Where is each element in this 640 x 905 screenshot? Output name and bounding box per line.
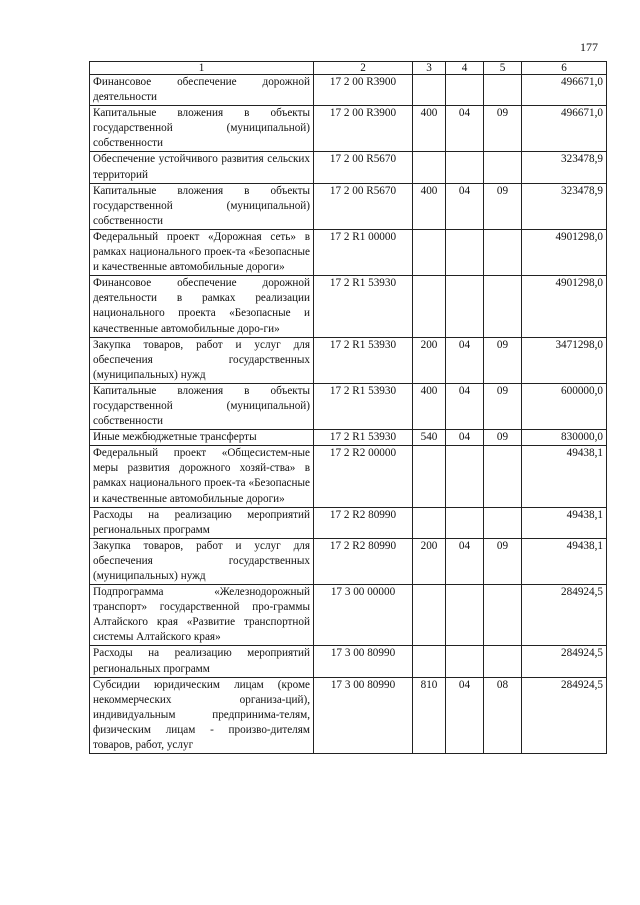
- subsection-cell: [484, 507, 522, 538]
- target-code-cell: 17 3 00 80990: [314, 646, 413, 677]
- expense-name-cell: Капитальные вложения в объекты государственной (муниципальной) собственности: [90, 106, 314, 152]
- subsection-cell: 09: [484, 337, 522, 383]
- section-cell: 04: [446, 430, 484, 446]
- page-number: 177: [580, 40, 598, 54]
- section-cell: [446, 152, 484, 183]
- target-code-cell: 17 2 R1 53930: [314, 276, 413, 337]
- table-row: [90, 183, 607, 229]
- expense-name-cell: Федеральный проект «Общесистем-ные меры развития дорожного хозяй-ства» в рамках национального проек-та «Безопасные и качественные автомобильные дороги»: [90, 446, 314, 507]
- table-row: [90, 383, 607, 429]
- subsection-cell: [484, 276, 522, 337]
- section-cell: 04: [446, 383, 484, 429]
- section-cell: [446, 446, 484, 507]
- subsection-cell: 09: [484, 430, 522, 446]
- subsection-cell: [484, 75, 522, 106]
- subsection-cell: [484, 585, 522, 646]
- expense-name-cell: Финансовое обеспечение дорожной деятельности: [90, 75, 314, 106]
- amount-cell: 496671,0: [522, 106, 607, 152]
- table-row: [90, 677, 607, 753]
- expense-type-cell: 400: [413, 183, 446, 229]
- column-header: 3: [413, 62, 446, 75]
- subsection-cell: [484, 446, 522, 507]
- amount-cell: 323478,9: [522, 183, 607, 229]
- target-code-cell: 17 2 R2 80990: [314, 538, 413, 584]
- table-row: [90, 446, 607, 507]
- expense-name-cell: Закупка товаров, работ и услуг для обеспечения государственных (муниципальных) нужд: [90, 337, 314, 383]
- subsection-cell: 09: [484, 183, 522, 229]
- expense-name-cell: Финансовое обеспечение дорожной деятельности в рамках реализации национального проекта «Безопасные и качественные автомобильные доро-ги»: [90, 276, 314, 337]
- target-code-cell: 17 2 00 R3900: [314, 75, 413, 106]
- section-cell: [446, 585, 484, 646]
- expense-name-cell: Капитальные вложения в объекты государственной (муниципальной) собственности: [90, 383, 314, 429]
- expense-name-cell: Капитальные вложения в объекты государственной (муниципальной) собственности: [90, 183, 314, 229]
- header-row: [90, 62, 607, 75]
- section-cell: 04: [446, 183, 484, 229]
- target-code-cell: 17 2 R1 53930: [314, 430, 413, 446]
- target-code-cell: 17 3 00 80990: [314, 677, 413, 753]
- target-code-cell: 17 2 R1 00000: [314, 229, 413, 275]
- amount-cell: 49438,1: [522, 538, 607, 584]
- amount-cell: 600000,0: [522, 383, 607, 429]
- table-row: [90, 507, 607, 538]
- column-header: 1: [90, 62, 314, 75]
- column-header: 4: [446, 62, 484, 75]
- amount-cell: 284924,5: [522, 646, 607, 677]
- expense-name-cell: Расходы на реализацию мероприятий региональных программ: [90, 507, 314, 538]
- expense-name-cell: Подпрограмма «Железнодорожный транспорт» государственной про-граммы Алтайского края «Развитие транспортной системы Алтайского края»: [90, 585, 314, 646]
- expense-type-cell: 200: [413, 337, 446, 383]
- section-cell: [446, 75, 484, 106]
- table-row: [90, 152, 607, 183]
- amount-cell: 49438,1: [522, 507, 607, 538]
- target-code-cell: 17 2 00 R3900: [314, 106, 413, 152]
- table-row: [90, 538, 607, 584]
- expense-name-cell: Иные межбюджетные трансферты: [90, 430, 314, 446]
- expense-type-cell: 540: [413, 430, 446, 446]
- section-cell: 04: [446, 337, 484, 383]
- amount-cell: 3471298,0: [522, 337, 607, 383]
- expense-type-cell: [413, 229, 446, 275]
- budget-table: [89, 61, 607, 754]
- subsection-cell: 09: [484, 538, 522, 584]
- expense-name-cell: Расходы на реализацию мероприятий региональных программ: [90, 646, 314, 677]
- table-row: [90, 229, 607, 275]
- section-cell: 04: [446, 538, 484, 584]
- amount-cell: 49438,1: [522, 446, 607, 507]
- table-row: [90, 75, 607, 106]
- amount-cell: 4901298,0: [522, 229, 607, 275]
- column-header: 2: [314, 62, 413, 75]
- target-code-cell: 17 2 00 R5670: [314, 183, 413, 229]
- target-code-cell: 17 2 R1 53930: [314, 383, 413, 429]
- target-code-cell: 17 2 00 R5670: [314, 152, 413, 183]
- table-row: [90, 430, 607, 446]
- table-row: [90, 646, 607, 677]
- expense-name-cell: Закупка товаров, работ и услуг для обеспечения государственных (муниципальных) нужд: [90, 538, 314, 584]
- expense-type-cell: 400: [413, 106, 446, 152]
- section-cell: [446, 229, 484, 275]
- section-cell: [446, 646, 484, 677]
- target-code-cell: 17 2 R2 00000: [314, 446, 413, 507]
- section-cell: 04: [446, 677, 484, 753]
- subsection-cell: [484, 646, 522, 677]
- section-cell: 04: [446, 106, 484, 152]
- subsection-cell: 09: [484, 106, 522, 152]
- expense-name-cell: Обеспечение устойчивого развития сельских территорий: [90, 152, 314, 183]
- subsection-cell: [484, 152, 522, 183]
- amount-cell: 830000,0: [522, 430, 607, 446]
- subsection-cell: 09: [484, 383, 522, 429]
- table-row: [90, 585, 607, 646]
- expense-type-cell: [413, 276, 446, 337]
- subsection-cell: 08: [484, 677, 522, 753]
- amount-cell: 323478,9: [522, 152, 607, 183]
- column-header: 5: [484, 62, 522, 75]
- expense-type-cell: [413, 585, 446, 646]
- expense-type-cell: [413, 507, 446, 538]
- subsection-cell: [484, 229, 522, 275]
- amount-cell: 284924,5: [522, 585, 607, 646]
- amount-cell: 284924,5: [522, 677, 607, 753]
- table-row: [90, 106, 607, 152]
- expense-type-cell: [413, 75, 446, 106]
- table-row: [90, 276, 607, 337]
- expense-name-cell: Субсидии юридическим лицам (кроме некоммерческих организа-ций), индивидуальным предпринима-телям, физическим лицам - произво-дителям товаров, работ, услуг: [90, 677, 314, 753]
- column-header: 6: [522, 62, 607, 75]
- table-row: [90, 337, 607, 383]
- expense-type-cell: [413, 152, 446, 183]
- amount-cell: 496671,0: [522, 75, 607, 106]
- amount-cell: 4901298,0: [522, 276, 607, 337]
- expense-type-cell: [413, 446, 446, 507]
- expense-type-cell: 400: [413, 383, 446, 429]
- expense-name-cell: Федеральный проект «Дорожная сеть» в рамках национального проек-та «Безопасные и качественные автомобильные дороги»: [90, 229, 314, 275]
- target-code-cell: 17 3 00 00000: [314, 585, 413, 646]
- expense-type-cell: 200: [413, 538, 446, 584]
- target-code-cell: 17 2 R2 80990: [314, 507, 413, 538]
- target-code-cell: 17 2 R1 53930: [314, 337, 413, 383]
- section-cell: [446, 276, 484, 337]
- section-cell: [446, 507, 484, 538]
- expense-type-cell: [413, 646, 446, 677]
- expense-type-cell: 810: [413, 677, 446, 753]
